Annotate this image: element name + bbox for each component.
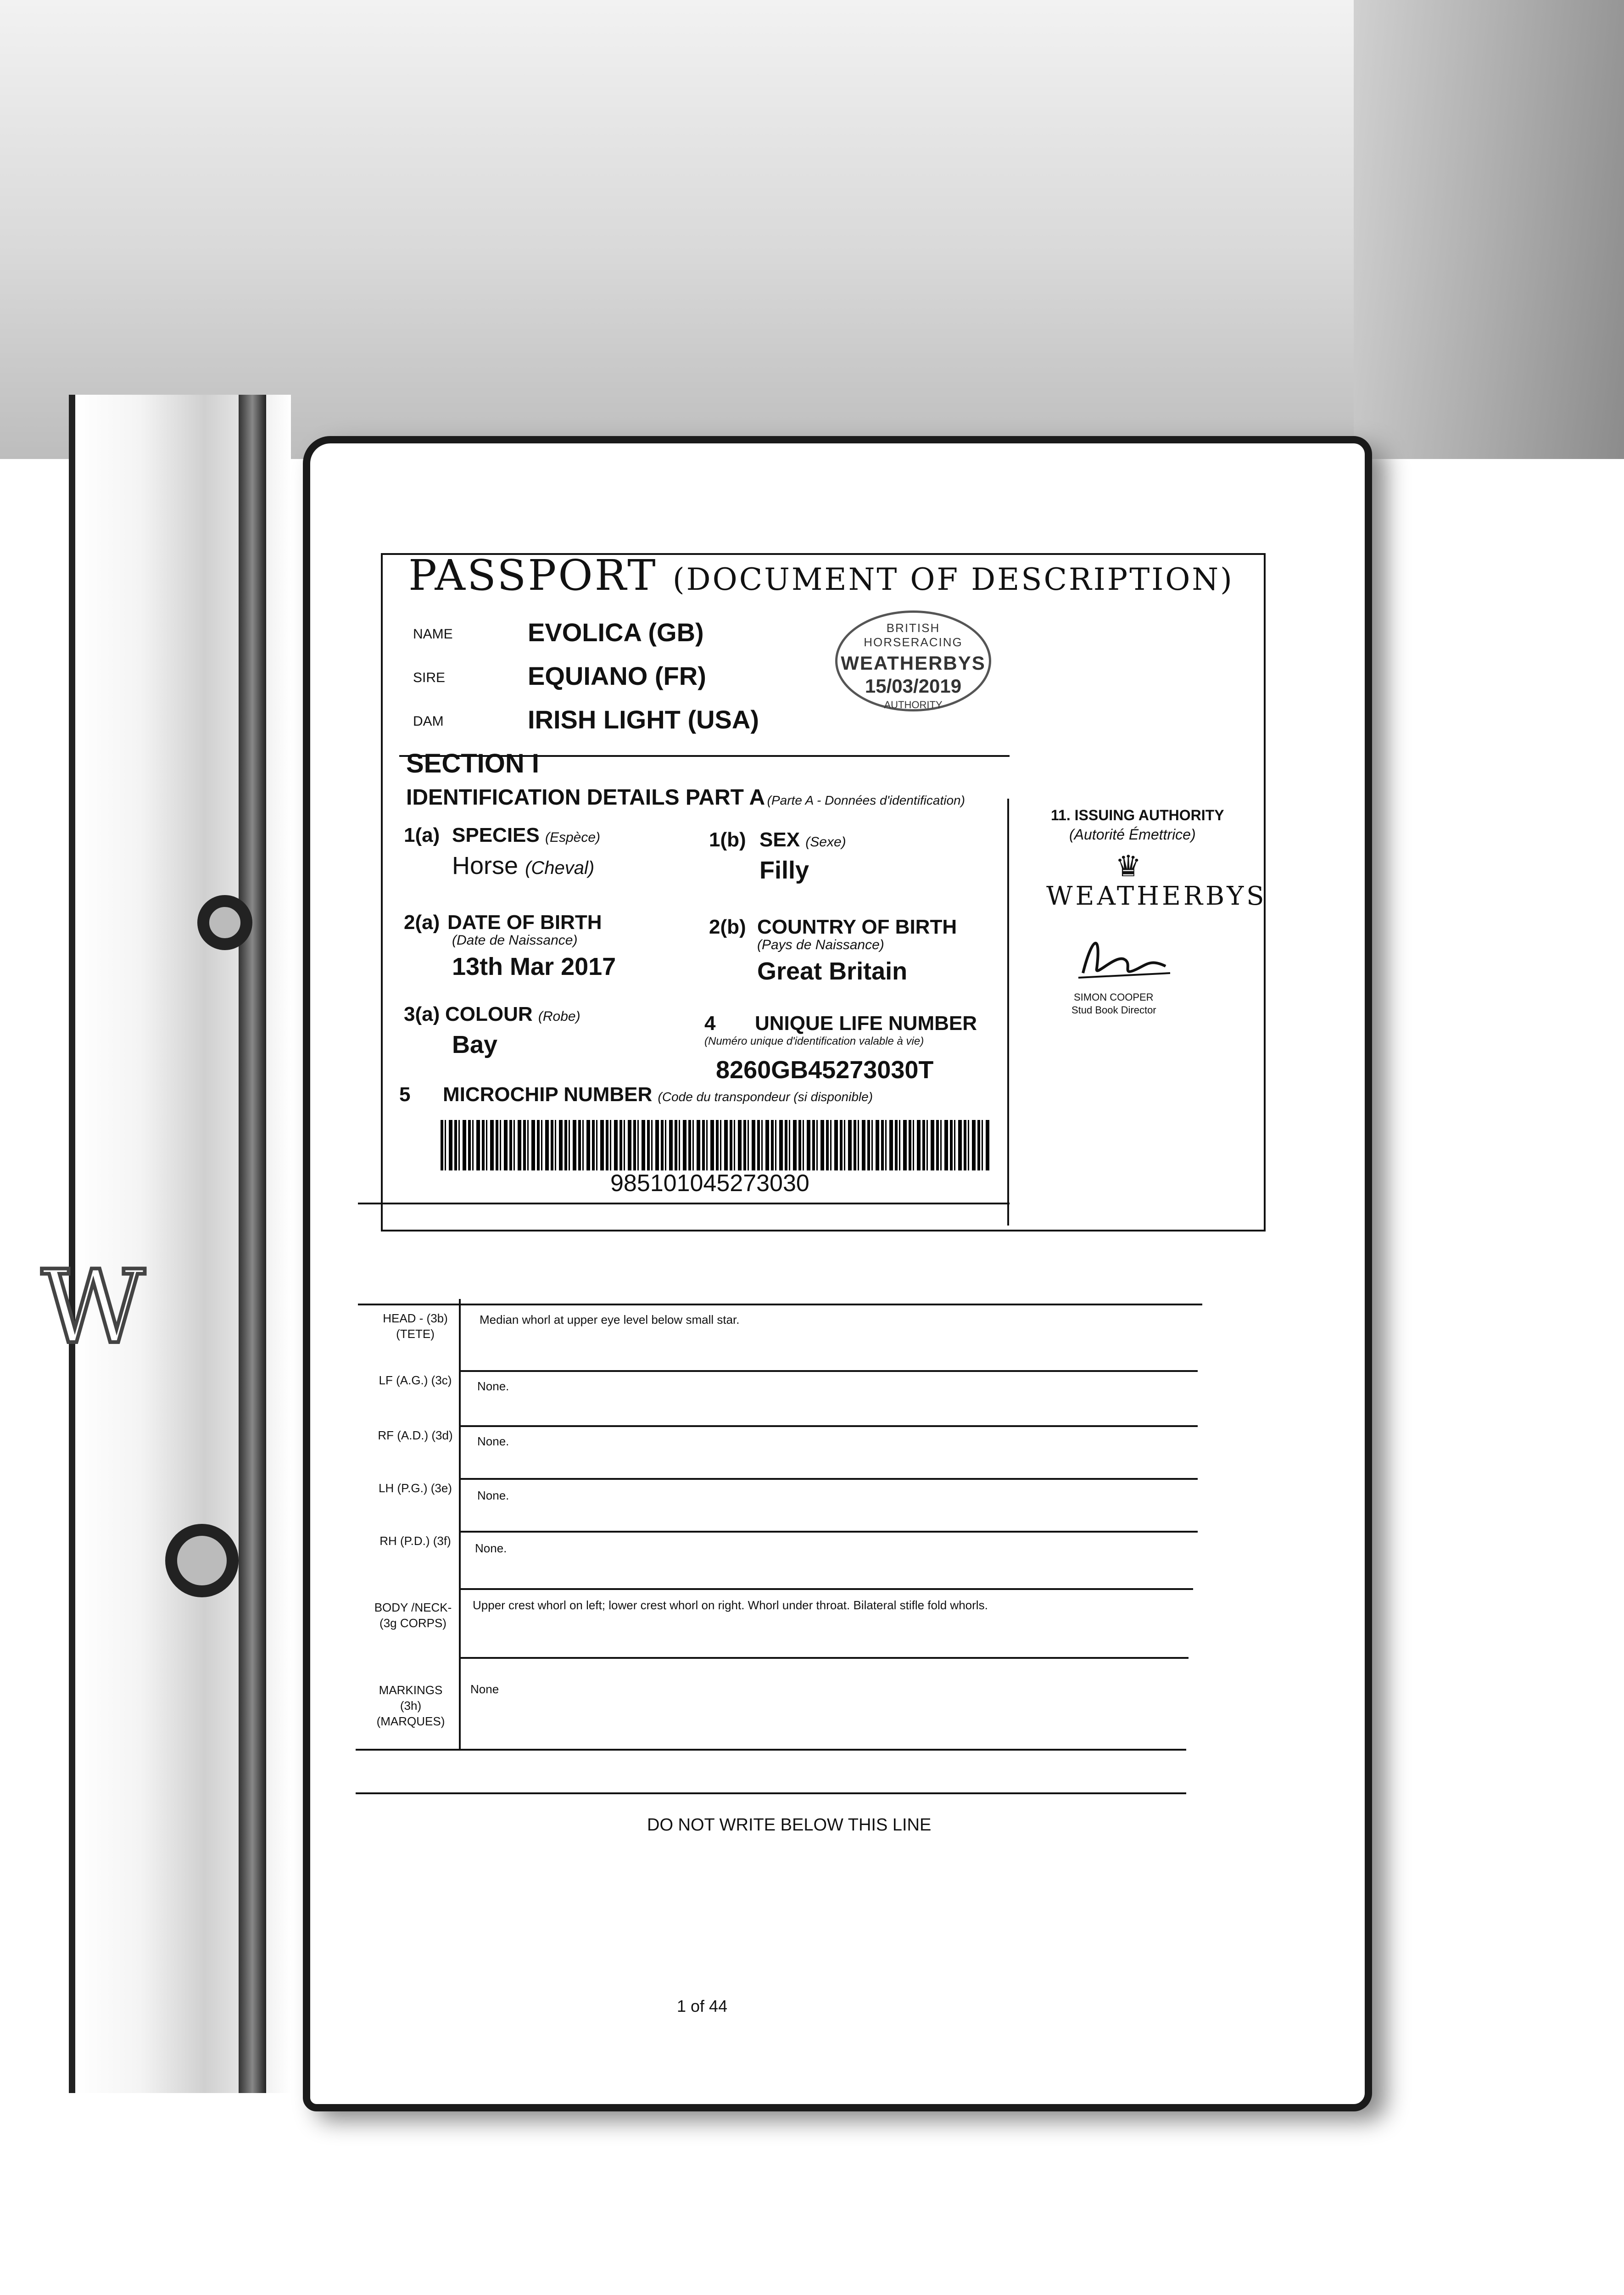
species-value-sub: (Cheval)	[525, 858, 595, 878]
chip-value: 985101045273030	[610, 1170, 809, 1197]
microchip-barcode	[441, 1120, 991, 1170]
marking-text-rh: None.	[475, 1541, 507, 1555]
sex-label-text: SEX	[759, 828, 800, 851]
country-value: Great Britain	[757, 957, 908, 985]
page-number: 1 of 44	[677, 1997, 728, 2015]
marking-label-lh: LH (P.G.) (3e)	[379, 1481, 452, 1495]
sire-name: EQUIANO (FR)	[528, 661, 706, 690]
country-sub: (Pays de Naissance)	[757, 937, 884, 952]
binder-ring	[165, 1524, 239, 1597]
dob-sub: (Date de Naissance)	[452, 933, 578, 948]
dam-label: DAM	[413, 714, 444, 729]
marking-label-markings: MARKINGS (3h) (MARQUES)	[376, 1683, 445, 1728]
stamp-line1: BRITISH HORSERACING	[864, 621, 963, 649]
markings-row-line	[459, 1588, 1193, 1590]
species-label	[452, 824, 600, 847]
marking-label-rf: RF (A.D.) (3d)	[378, 1428, 453, 1442]
passport-title	[408, 551, 1234, 600]
chip-label	[443, 1083, 873, 1106]
signer-name: SIMON COOPER	[1074, 991, 1154, 1003]
markings-row-line	[459, 1370, 1198, 1372]
authority-label: 11. ISSUING AUTHORITY	[1051, 807, 1224, 823]
colour-label-text: COLOUR	[445, 1003, 533, 1025]
markings-bottom-line	[356, 1749, 1186, 1751]
section-title: SECTION I	[406, 749, 540, 778]
marking-text-rf: None.	[477, 1434, 509, 1448]
sex-value: Filly	[759, 856, 809, 884]
passport-title-main: PASSPORT	[408, 551, 658, 600]
do-not-write-line	[356, 1792, 1186, 1794]
species-value-text: Horse	[452, 852, 519, 879]
stamp-line2: WEATHERBYS	[841, 652, 986, 674]
sex-label	[759, 828, 846, 851]
passport-title-sub: (DOCUMENT OF DESCRIPTION)	[672, 562, 1234, 597]
marking-label-rh: RH (P.D.) (3f)	[379, 1534, 451, 1548]
markings-top-line	[358, 1304, 1202, 1305]
authority-divider	[1007, 799, 1009, 1226]
country-num: 2(b)	[709, 916, 746, 938]
name-label: NAME	[413, 627, 453, 642]
binder-ring-upper	[197, 895, 252, 950]
section-part-header	[406, 785, 965, 810]
colour-label-sub: (Robe)	[538, 1009, 580, 1024]
marking-label-head: HEAD - (3b) (TETE)	[383, 1311, 448, 1341]
background-letter: W	[41, 1248, 145, 1366]
ueln-num: 4	[704, 1012, 716, 1035]
markings-divider	[459, 1299, 461, 1749]
stamp-date: 15/03/2019	[865, 675, 962, 697]
markings-row-line	[459, 1531, 1198, 1533]
ueln-label: UNIQUE LIFE NUMBER	[755, 1012, 977, 1035]
divider-section-bottom	[358, 1203, 1010, 1204]
signer-title: Stud Book Director	[1072, 1004, 1156, 1016]
markings-row-line	[459, 1425, 1198, 1427]
chip-label-sub: (Code du transpondeur (si disponible)	[658, 1090, 873, 1104]
marking-text-lh: None.	[477, 1489, 509, 1502]
marking-label-lf: LF (A.G.) (3c)	[379, 1373, 452, 1387]
scan-shadow-right	[1354, 0, 1624, 459]
species-label-sub: (Espèce)	[545, 830, 601, 845]
markings-row-line	[459, 1657, 1189, 1659]
marking-text-markings: None	[470, 1682, 499, 1696]
dob-num: 2(a)	[404, 911, 440, 934]
species-num: 1(a)	[404, 824, 440, 846]
authority-stamp	[835, 610, 991, 711]
stamp-line4: AUTHORITY	[884, 699, 943, 711]
authority-name: WEATHERBYS	[1046, 881, 1267, 911]
horse-name: EVOLICA (GB)	[528, 618, 704, 647]
dob-label: DATE OF BIRTH	[447, 911, 602, 934]
marking-label-body: BODY /NECK- (3g CORPS)	[374, 1601, 452, 1630]
sex-num: 1(b)	[709, 828, 746, 851]
signature-icon	[1074, 927, 1175, 987]
do-not-write-notice: DO NOT WRITE BELOW THIS LINE	[647, 1815, 932, 1835]
binder-clip	[239, 395, 266, 2093]
dam-name: IRISH LIGHT (USA)	[528, 705, 759, 734]
chip-num: 5	[399, 1083, 411, 1106]
colour-value: Bay	[452, 1031, 498, 1058]
authority-sub: (Autorité Émettrice)	[1069, 826, 1196, 843]
ueln-value: 8260GB45273030T	[716, 1056, 934, 1084]
chip-label-text: MICROCHIP NUMBER	[443, 1083, 653, 1106]
section-part-label: IDENTIFICATION DETAILS PART A	[406, 785, 765, 810]
country-label: COUNTRY OF BIRTH	[757, 916, 957, 938]
marking-text-lf: None.	[477, 1379, 509, 1393]
colour-label	[445, 1003, 580, 1026]
dob-value: 13th Mar 2017	[452, 953, 616, 980]
species-label-text: SPECIES	[452, 824, 540, 846]
colour-num: 3(a)	[404, 1003, 440, 1025]
markings-row-line	[459, 1478, 1198, 1480]
ueln-sub: (Numéro unique d'identification valable à vie)	[704, 1035, 924, 1047]
crown-icon: ♛	[1115, 850, 1142, 883]
sire-label: SIRE	[413, 670, 446, 685]
marking-text-body: Upper crest whorl on left; lower crest whorl on right. Whorl under throat. Bilateral stifle fold whorls.	[473, 1598, 988, 1612]
sex-label-sub: (Sexe)	[805, 834, 846, 850]
section-part-sub: (Parte A - Données d'identification)	[767, 793, 965, 807]
species-value	[452, 851, 594, 880]
marking-text-head: Median whorl at upper eye level below small star.	[480, 1313, 740, 1327]
